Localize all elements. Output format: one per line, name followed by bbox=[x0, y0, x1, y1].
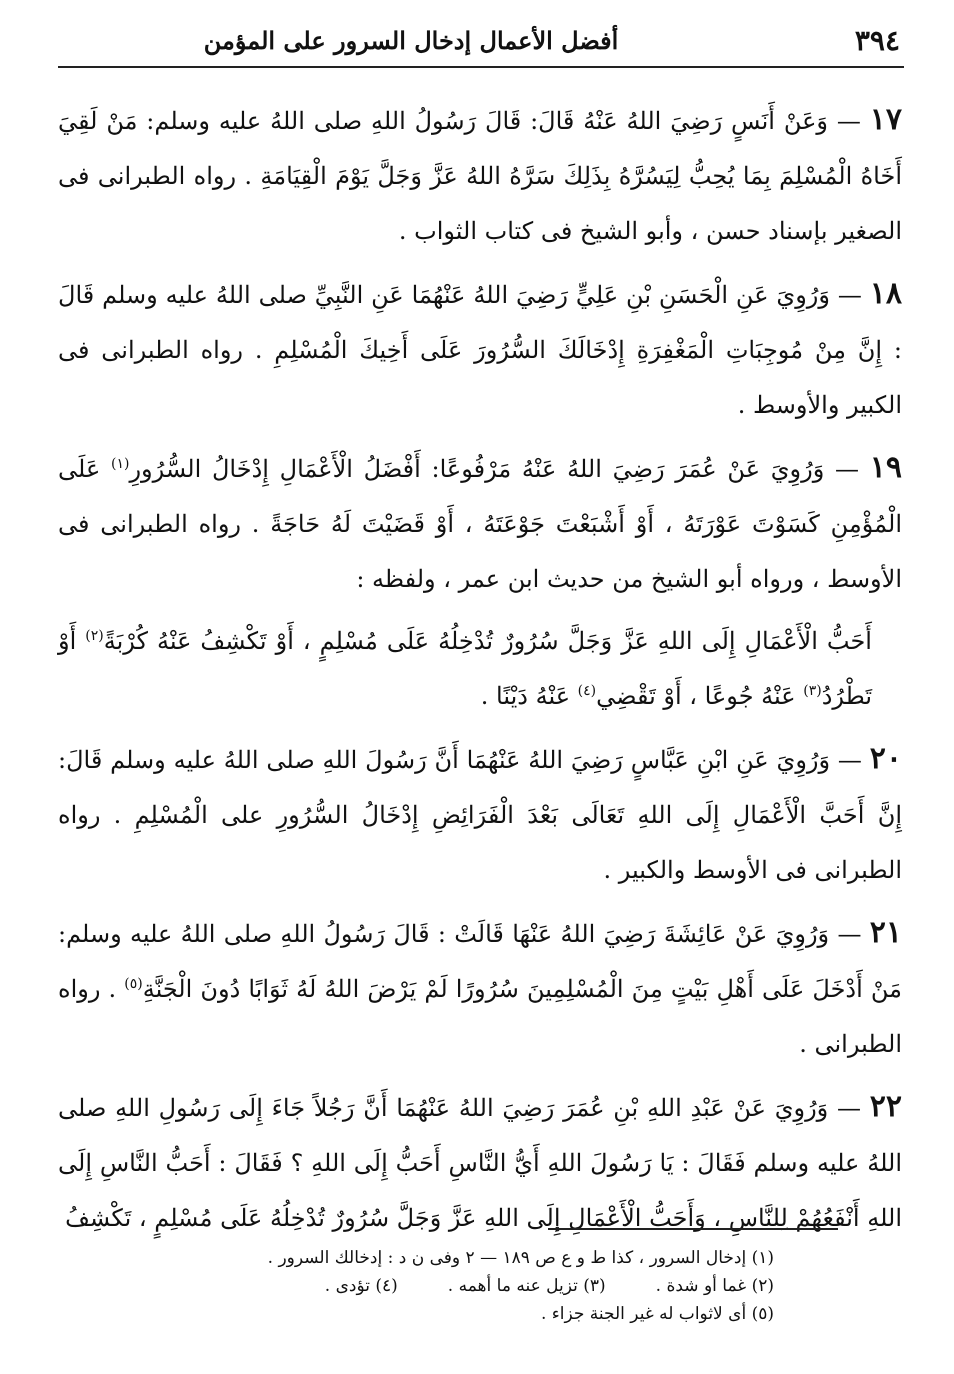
hadith-20 bbox=[58, 731, 902, 898]
main-text bbox=[58, 92, 902, 1253]
footnote-3: (٣) تزيل عنه ما أهمه . bbox=[447, 1276, 606, 1296]
footnotes bbox=[60, 1244, 774, 1328]
hadith-18 bbox=[58, 266, 902, 433]
hadith-text: عَنْهُ جُوعًا ، أَوْ تَقْضِي bbox=[596, 682, 796, 710]
footnote-2: (٢) غما أو شدة . bbox=[655, 1276, 774, 1296]
hadith-number: ١٧ bbox=[869, 102, 902, 137]
hadith-text: — وَرُوِيَ عَنِ ابْنِ عَبَّاسٍ رَضِيَ اللهُ عَنْهُمَا أَنَّ رَسُولَ اللهِ صلى اللهُ عليه وسلم قَالَ: إِنَّ أَحَبَّ الْأَعْمَالِ إِلَى اللهِ تَعَالَى بَعْدَ الْفَرَائِضِ إِدْخَالُ السُّرُورِ على الْمُسْلِمِ . رواه الطبرانى فى الأوسط والكبير . bbox=[58, 746, 902, 884]
running-title: أفضل الأعمال إدخال السرور على المؤمن bbox=[203, 26, 619, 55]
page-header bbox=[58, 16, 904, 68]
hadith-text: — وَعَنْ أَنَسٍ رَضِيَ اللهُ عَنْهُ قَالَ: قَالَ رَسُولُ اللهِ صلى اللهُ عليه وسلم: مَنْ لَقِيَ أَخَاهُ الْمُسْلِمَ بِمَا يُحِبُّ لِيَسُرَّهُ بِذَلِكَ سَرَّهُ اللهُ عَزَّ وَجَلَّ يَوْمَ الْقِيَامَةِ . رواه الطبرانى فى الصغير بإسناد حسن ، وأبو الشيخ فى كتاب الثواب . bbox=[58, 107, 902, 245]
hadith-21 bbox=[58, 905, 902, 1072]
hadith-number: ١٨ bbox=[869, 276, 903, 311]
footnote-4: (٤) تؤدى . bbox=[324, 1276, 398, 1296]
footnote-mark[interactable]: (١) bbox=[111, 456, 130, 472]
hadith-text-continued: عَلَى الْمُؤْمِنِ كَسَوْتَ عَوْرَتَهُ ، أَوْ أَشْبَعْتَ جَوْعَتَهُ ، أَوْ قَضَيْتَ لَهُ حَاجَةً . رواه الطبرانى فى الأوسط ، ورواه أبو الشيخ من حديث ابن عمر ، ولفظه : bbox=[58, 455, 902, 593]
hadith-22 bbox=[58, 1079, 902, 1246]
hadith-text: — وَرُوِيَ عَنِ الْحَسَنِ بْنِ عَلِيٍّ رَضِيَ اللهُ عَنْهُمَا عَنِ النَّبِيِّ صلى اللهُ عليه وسلم قَالَ : إِنَّ مِنْ مُوجِبَاتِ الْمَغْفِرَةِ إِدْخَالَكَ السُّرُورَ عَلَى أَخِيكَ الْمُسْلِمِ . رواه الطبرانى فى الكبير والأوسط . bbox=[58, 281, 902, 419]
hadith-17 bbox=[58, 92, 902, 259]
hadith-text: — وَرُوِيَ عَنْ عَبْدِ اللهِ بْنِ عُمَرَ رَضِيَ اللهُ عَنْهُمَا أَنَّ رَجُلاً جَاءَ إِلَى رَسُولِ اللهِ صلى اللهُ عليه وسلم فَقَالَ : يَا رَسُولَ اللهِ أَيُّ النَّاسِ أَحَبُّ إِلَى اللهِ ؟ فَقَالَ : أَحَبُّ النَّاسِ إِلَى اللهِ أَنْفَعُهُمْ لِلنَّاسِ ، وَأَحَبُّ الْأَعْمَالِ إِلَى اللهِ عَزَّ وَجَلَّ سُرُورٌ تُدْخِلُهُ عَلَى مُسْلِمٍ ، تَكْشِفُ bbox=[58, 1094, 902, 1232]
page-number: ٣٩٤ bbox=[854, 24, 900, 57]
footnote-mark[interactable]: (٢) bbox=[85, 628, 104, 644]
hadith-text: عَنْهُ دَيْنًا . bbox=[480, 682, 571, 710]
footnote-mark[interactable]: (٥) bbox=[124, 976, 143, 992]
footnote-1: (١) إدخال السرور ، كذا ط و ع ص ١٨٩ — ٢ وفى ن د : إدخالك السرور . bbox=[267, 1248, 774, 1268]
hadith-number: ٢٠ bbox=[869, 741, 902, 776]
hadith-number: ١٩ bbox=[869, 450, 902, 485]
hadith-text-continued: . رواه الطبرانى . bbox=[58, 975, 902, 1058]
footnote-row bbox=[60, 1272, 774, 1300]
hadith-text: أَوْ تَطْرُدُ bbox=[58, 627, 872, 710]
hadith-number: ٢١ bbox=[869, 915, 902, 950]
footnote-5: (٥) أى لاثواب له غير الجنة جزاء . bbox=[540, 1304, 774, 1324]
hadith-text: أَحَبُّ الْأَعْمَالِ إِلَى اللهِ عَزَّ وَجَلَّ سُرُورٌ تُدْخِلُهُ عَلَى مُسْلِمٍ ، أَوْ تَكْشِفُ عَنْهُ كُرْبَةً bbox=[103, 627, 872, 655]
footnote-mark[interactable]: (٤) bbox=[577, 683, 597, 699]
hadith-text: — وَرُوِيَ عَنْ عَائِشَةَ رَضِيَ اللهُ عَنْهَا قَالَتْ : قَالَ رَسُولُ اللهِ صلى اللهُ عليه وسلم: مَنْ أَدْخَلَ عَلَى أَهْلِ بَيْتٍ مِنَ الْمُسْلِمِينَ سُرُورًا لَمْ يَرْضَ اللهُ لَهُ ثَوَابًا دُونَ الْجَنَّةِ bbox=[58, 920, 902, 1003]
footnote-divider bbox=[548, 1228, 838, 1230]
hadith-19 bbox=[58, 440, 902, 607]
hadith-text: — وَرُوِيَ عَنْ عُمَرَ رَضِيَ اللهُ عَنْهُ مَرْفُوعًا: أَفْضَلُ الْأَعْمَالِ إِدْخَالُ السُّرُورِ bbox=[129, 455, 860, 483]
hadith-number: ٢٢ bbox=[869, 1089, 902, 1124]
footnote-mark[interactable]: (٣) bbox=[803, 683, 822, 699]
hadith-19-variant bbox=[58, 614, 902, 724]
